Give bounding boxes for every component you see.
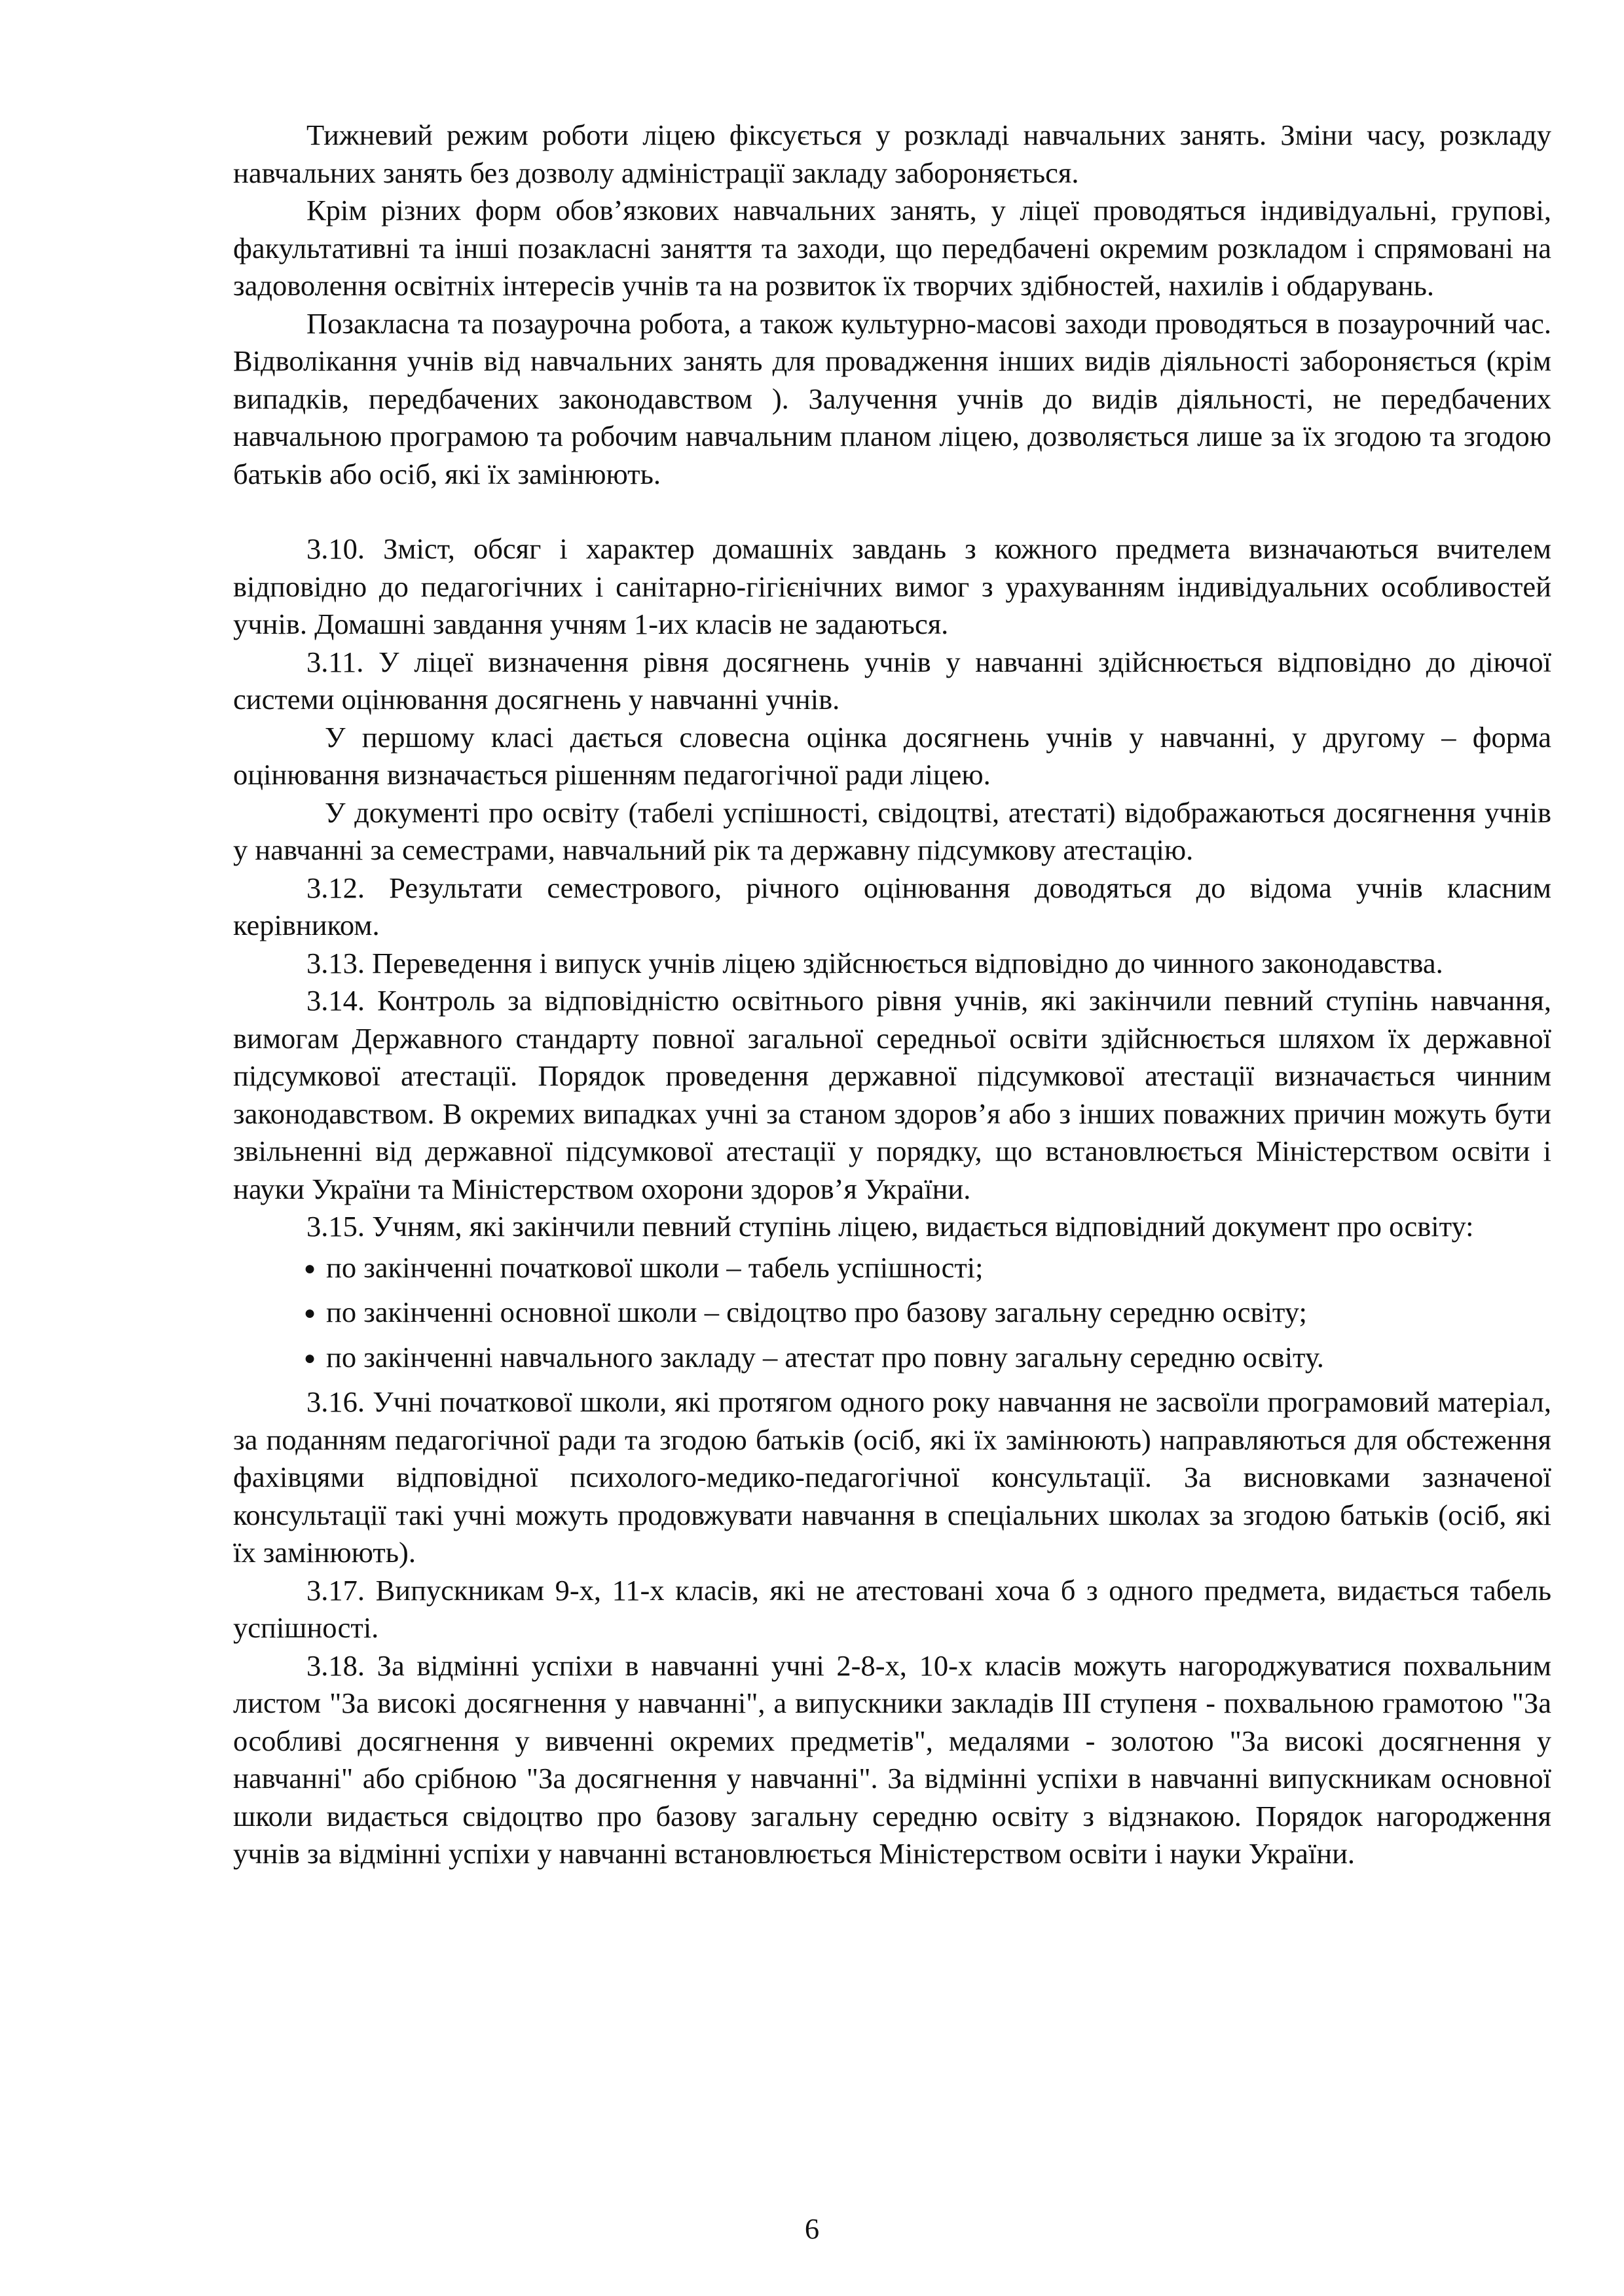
bullet-icon: ● — [304, 1347, 316, 1369]
list-item: ● по закінченні початкової школи – табель успішності; — [304, 1249, 1551, 1288]
bullet-icon: ● — [304, 1257, 316, 1279]
paragraph-3-15: 3.15. Учням, які закінчили певний ступінь ліцею, видається відповідний документ про освіту: — [306, 1210, 1474, 1243]
paragraph-3-12: 3.12. Результати семестрового, річного оцінювання доводяться до відома учнів класним керівником. — [233, 871, 1551, 941]
paragraph-3-13: 3.13. Переведення і випуск учнів ліцею здійснюється відповідно до чинного законодавства. — [306, 946, 1443, 979]
paragraph-extra-classes: Крім різних форм обов’язкових навчальних занять, у ліцеї проводяться індивідуальні, групові, факультативні та інші позакласні заняття та заходи, що передбачені окремим розкладом і спрямовані на задоволення освітніх інтересів учнів та на розвиток їх творчих здібностей, нахилів і обдарувань. — [233, 194, 1551, 302]
paragraph-3-11: 3.11. У ліцеї визначення рівня досягнень учнів у навчанні здійснюється відповідно до діючої системи оцінювання досягнень у навчанні учнів. — [233, 645, 1551, 716]
paragraph-3-17: 3.17. Випускникам 9-х, 11-х класів, які не атестовані хоча б з одного предмета, видається табель успішності. — [233, 1573, 1551, 1644]
page-number: 6 — [804, 2212, 820, 2245]
document-page — [233, 117, 1551, 1873]
document-types-list — [233, 1249, 1551, 1377]
bullet-icon: ● — [304, 1302, 316, 1324]
paragraph-3-10: 3.10. Зміст, обсяг і характер домашніх завдань з кожного предмета визначаються вчителем відповідно до педагогічних і санітарно-гігієнічних вимог з урахуванням індивідуальних особливостей учнів. Домашні завдання учням 1-их класів не задаються. — [233, 532, 1551, 640]
paragraph-first-grade: У першому класі дається словесна оцінка досягнень учнів у навчанні, у другому – форма оцінювання визначається рішенням педагогічної ради ліцею. — [233, 720, 1551, 791]
paragraph-3-18: 3.18. За відмінні успіхи в навчанні учні 2-8-х, 10-х класів можуть нагороджуватися похвальним листом "За високі досягнення у навчанні", а випускники закладів ІІІ ступеня - похвальною грамотою "За особливі досягнення у вивченні окремих предметів", медалями - золотою "За високі досягнення у навчанні" або срібною "За досягнення у навчанні". За відмінні успіхи в навчанні випускникам основної школи видається свідоцтво про базову загальну середню освіту з відзнакою. Порядок нагородження учнів за відмінні успіхи у навчанні встановлюється Міністерством освіти і науки України. — [233, 1649, 1551, 1870]
paragraph-3-16: 3.16. Учні початкової школи, які протягом одного року навчання не засвоїли програмовий матеріал, за поданням педагогічної ради та згодою батьків (осіб, які їх замінюють) направляються для обстеження фахівцями відповідної психолого-медико-педагогічної консультації. За висновками зазначеної консультації такі учні можуть продовжувати навчання в спеціальних школах за згодою батьків (осіб, які їх замінюють). — [233, 1385, 1551, 1569]
paragraph-extracurricular: Позакласна та позаурочна робота, а також культурно-масові заходи проводяться в позаурочний час. Відволікання учнів від навчальних занять для провадження інших видів діяльності забороняється (крім випадків, передбачених законодавством ). Залучення учнів до видів діяльності, не передбачених навчальною програмою та робочим навчальним планом ліцею, дозволяється лише за їх згодою та згодою батьків або осіб, які їх замінюють. — [233, 306, 1551, 490]
paragraph-weekly-schedule: Тижневий режим роботи ліцею фіксується у розкладі навчальних занять. Зміни часу, розкладу навчальних занять без дозволу адміністрації закладу забороняється. — [233, 118, 1551, 189]
list-item: ● по закінченні навчального закладу – атестат про повну загальну середню освіту. — [304, 1339, 1551, 1377]
list-item: ● по закінченні основної школи – свідоцтво про базову загальну середню освіту; — [304, 1294, 1551, 1332]
paragraph-education-document: У документі про освіту (табелі успішності, свідоцтві, атестаті) відображаються досягнення учнів у навчанні за семестрами, навчальний рік та державну підсумкову атестацію. — [233, 795, 1551, 866]
paragraph-3-14: 3.14. Контроль за відповідністю освітнього рівня учнів, які закінчили певний ступінь навчання, вимогам Державного стандарту повної загальної середньої освіти здійснюється шляхом їх державної підсумкової атестації. Порядок проведення державної підсумкової атестації визначається чинним законодавством. В окремих випадках учні за станом здоров’я або з інших поважних причин можуть бути звільненні від державної підсумкової атестації у порядку, що встановлюється Міністерством освіти і науки України та Міністерством охорони здоров’я України. — [233, 984, 1551, 1205]
